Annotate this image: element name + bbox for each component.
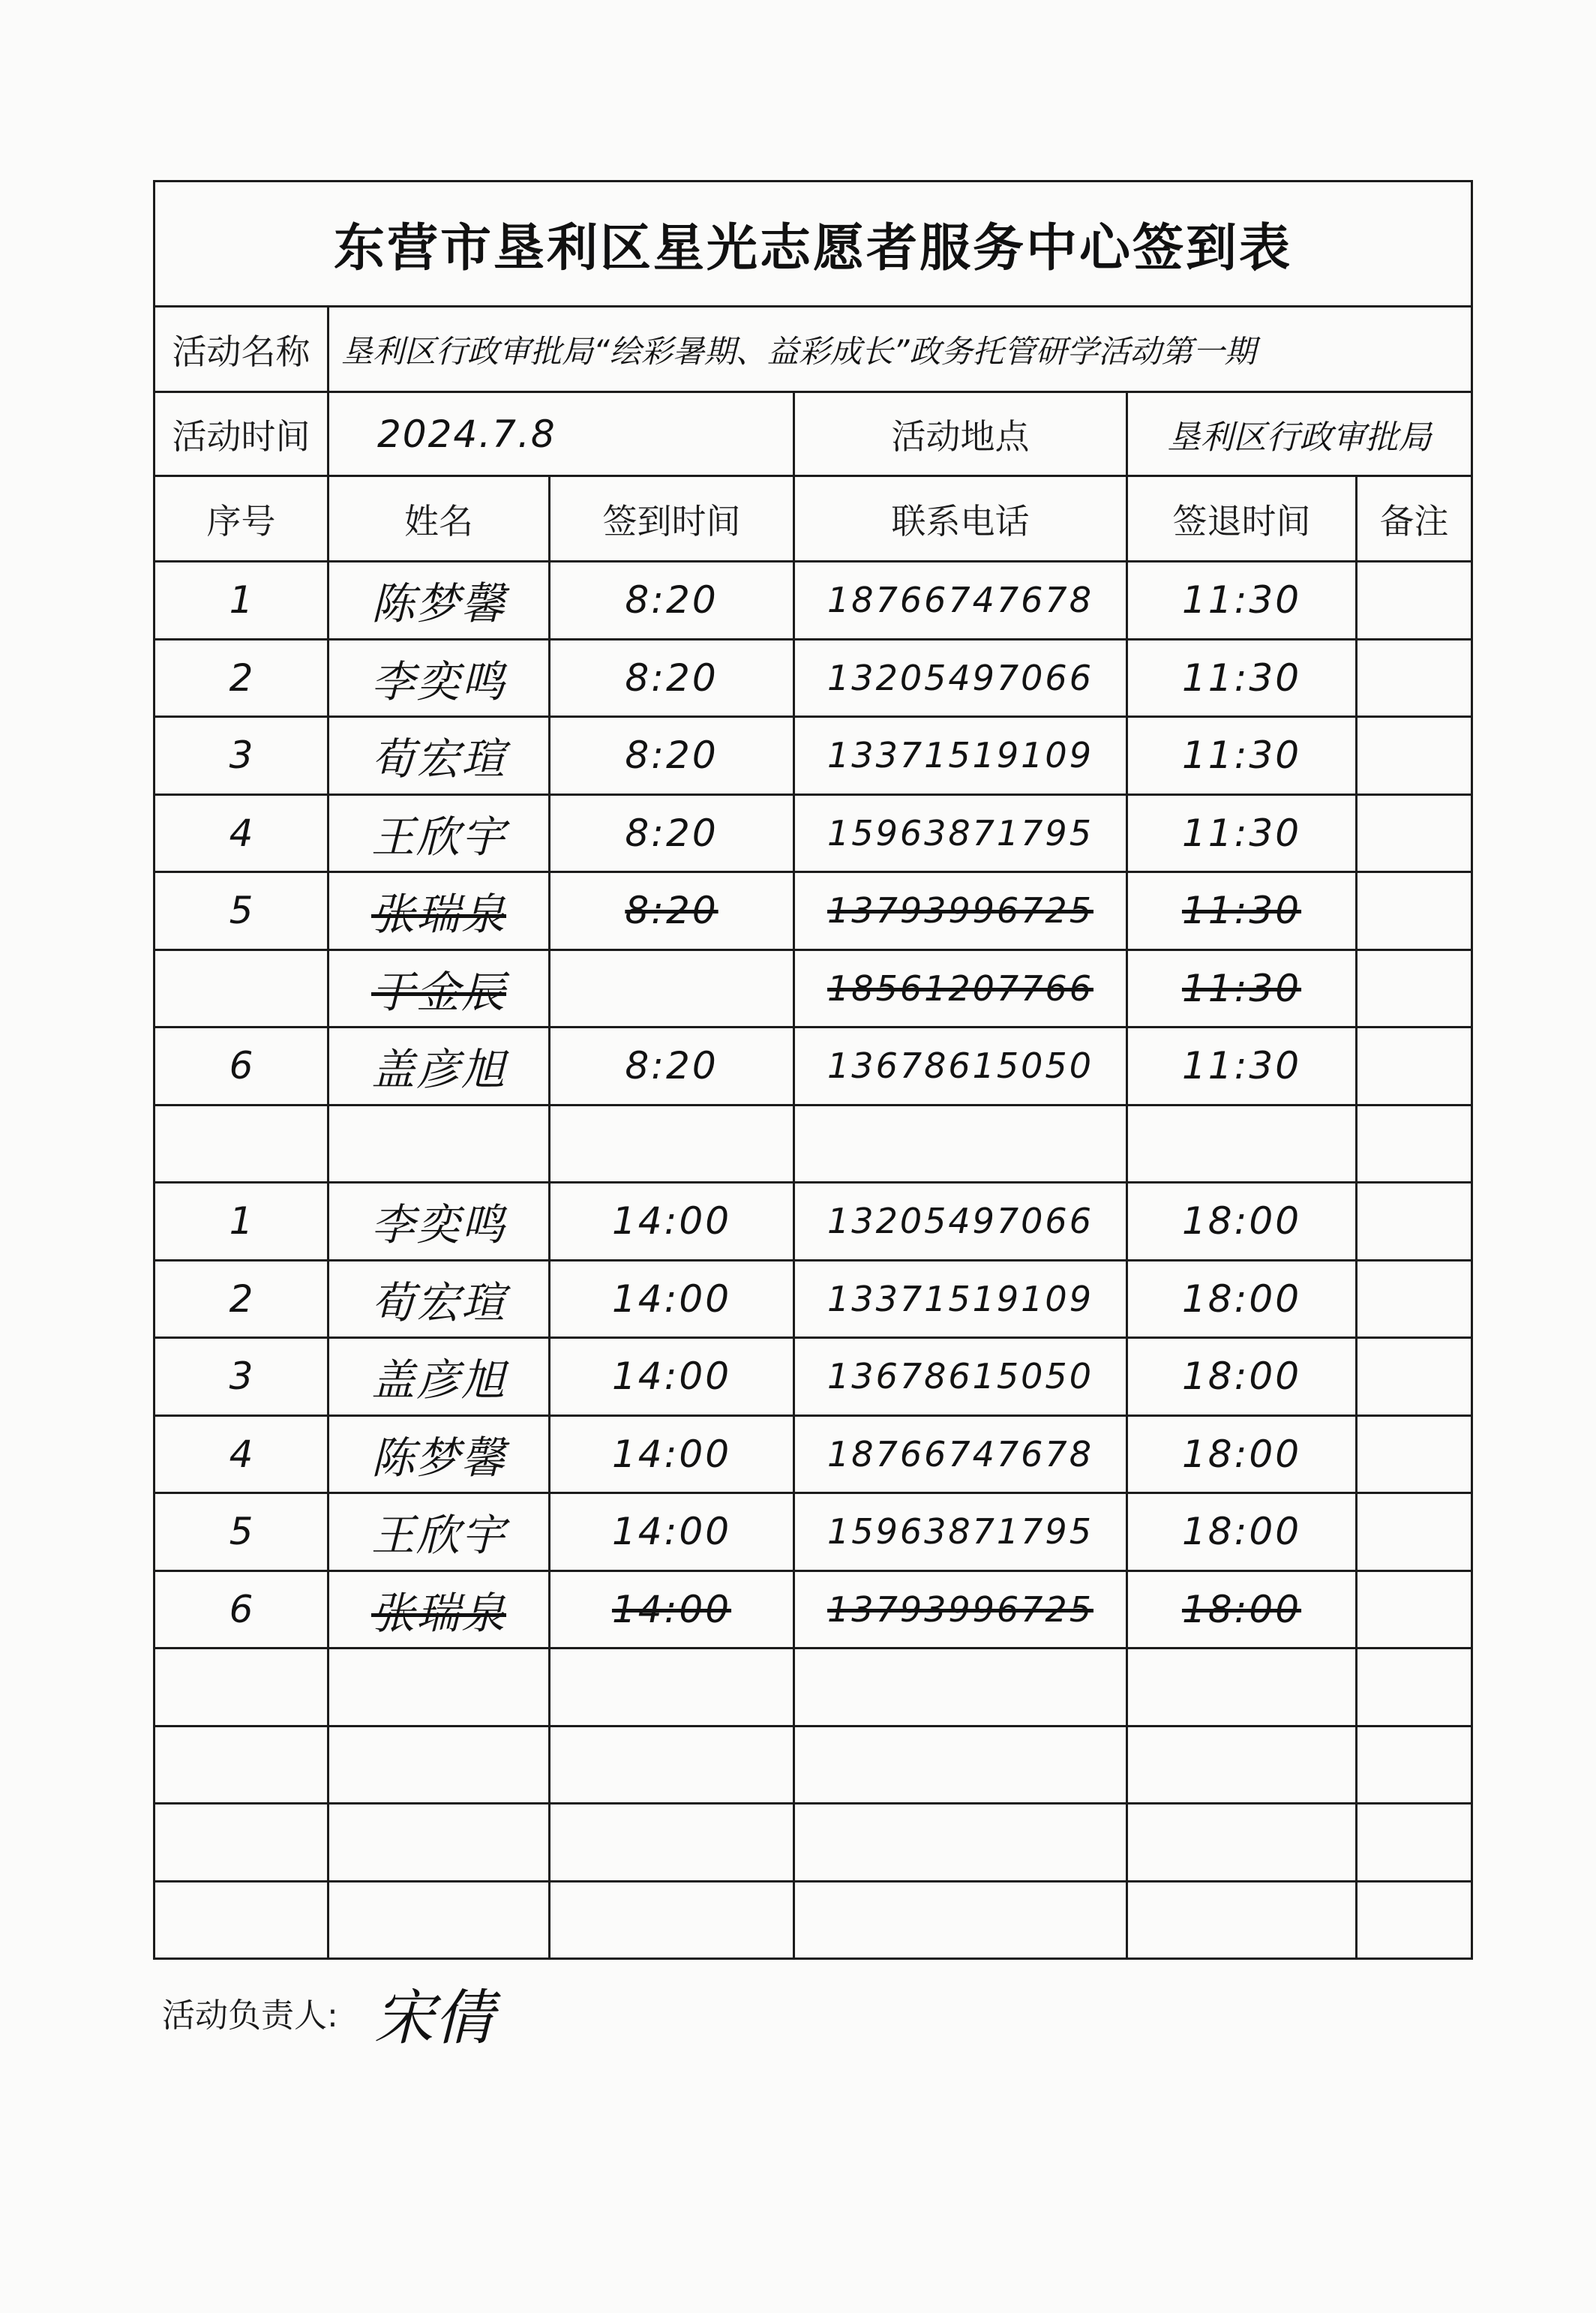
table-row xyxy=(154,1415,1472,1493)
row-number: 3 xyxy=(229,1354,254,1399)
cell-no xyxy=(154,1183,328,1261)
activity-name-cell xyxy=(328,307,1472,392)
sign-in-time: 14:00 xyxy=(611,1199,732,1244)
cell-no xyxy=(154,1338,328,1416)
phone-number: 18561207766 xyxy=(827,968,1094,1009)
row-number: 2 xyxy=(229,1276,254,1321)
cell-sign-in xyxy=(550,1183,794,1261)
sign-out-time: 11:30 xyxy=(1181,656,1302,700)
cell-no xyxy=(154,1881,328,1959)
cell-sign-out xyxy=(1127,794,1357,872)
table-row xyxy=(154,1881,1472,1959)
cell-name xyxy=(328,1183,550,1261)
cell-sign-in xyxy=(550,1415,794,1493)
cell-phone xyxy=(794,639,1127,717)
cell-no xyxy=(154,562,328,640)
cell-name xyxy=(328,1105,550,1183)
cell-sign-in xyxy=(550,717,794,795)
volunteer-name: 荀宏瑄 xyxy=(370,1276,506,1328)
cell-name xyxy=(328,1570,550,1648)
cell-name xyxy=(328,1415,550,1493)
cell-remark xyxy=(1357,950,1472,1028)
cell-phone xyxy=(794,872,1127,950)
cell-phone xyxy=(794,1028,1127,1106)
activity-time-value: 2024.7.8 xyxy=(377,412,556,456)
cell-remark xyxy=(1357,1028,1472,1106)
cell-sign-out xyxy=(1127,639,1357,717)
sign-out-time: 11:30 xyxy=(1181,578,1302,622)
phone-number: 13205497066 xyxy=(827,657,1094,698)
cell-sign-out xyxy=(1127,1338,1357,1416)
phone-number: 13205497066 xyxy=(827,1201,1094,1242)
volunteer-name: 荀宏瑄 xyxy=(370,734,506,785)
cell-sign-in xyxy=(550,562,794,640)
row-number: 3 xyxy=(229,734,254,778)
column-header-sign-in: 签到时间 xyxy=(550,476,794,562)
cell-name xyxy=(328,1648,550,1726)
activity-name-label: 活动名称 xyxy=(154,307,328,392)
sign-in-time: 8:20 xyxy=(625,578,718,622)
sign-in-time: 14:00 xyxy=(611,1587,732,1631)
phone-number: 15963871795 xyxy=(827,812,1094,854)
cell-no xyxy=(154,639,328,717)
volunteer-name: 张瑞泉 xyxy=(370,1587,506,1639)
table-row xyxy=(154,1804,1472,1882)
cell-remark xyxy=(1357,1338,1472,1416)
volunteer-name: 陈梦馨 xyxy=(370,578,506,630)
cell-phone xyxy=(794,950,1127,1028)
cell-sign-out xyxy=(1127,1881,1357,1959)
sign-in-table xyxy=(153,180,1473,1960)
cell-remark xyxy=(1357,1105,1472,1183)
sheet-title: 东营市垦利区星光志愿者服务中心签到表 xyxy=(154,182,1472,307)
cell-sign-out xyxy=(1127,1648,1357,1726)
row-number: 1 xyxy=(229,578,254,622)
cell-name xyxy=(328,717,550,795)
cell-sign-out xyxy=(1127,1183,1357,1261)
cell-sign-in xyxy=(550,950,794,1028)
cell-sign-in xyxy=(550,1648,794,1726)
row-number: 5 xyxy=(229,889,254,933)
cell-no xyxy=(154,1648,328,1726)
cell-no xyxy=(154,1493,328,1571)
cell-phone xyxy=(794,1415,1127,1493)
cell-no xyxy=(154,872,328,950)
table-row xyxy=(154,1648,1472,1726)
cell-sign-out xyxy=(1127,1260,1357,1338)
cell-remark xyxy=(1357,1648,1472,1726)
cell-name xyxy=(328,639,550,717)
footer xyxy=(162,1971,494,2054)
volunteer-name: 王欣宇 xyxy=(370,811,506,862)
sign-out-time: 11:30 xyxy=(1181,966,1302,1010)
cell-remark xyxy=(1357,562,1472,640)
cell-remark xyxy=(1357,1804,1472,1882)
volunteer-name: 王欣宇 xyxy=(370,1510,506,1562)
volunteer-name: 李奕鸣 xyxy=(370,1199,506,1251)
table-row xyxy=(154,950,1472,1028)
row-number: 4 xyxy=(229,1432,254,1476)
cell-no xyxy=(154,1570,328,1648)
cell-remark xyxy=(1357,1881,1472,1959)
column-header-no: 序号 xyxy=(154,476,328,562)
sign-in-time: 14:00 xyxy=(611,1354,732,1399)
table-row xyxy=(154,872,1472,950)
sign-in-time: 14:00 xyxy=(611,1510,732,1554)
table-row xyxy=(154,1570,1472,1648)
cell-sign-out xyxy=(1127,1804,1357,1882)
sign-out-time: 18:00 xyxy=(1181,1354,1302,1399)
column-header-remark: 备注 xyxy=(1357,476,1472,562)
sign-out-time: 18:00 xyxy=(1181,1510,1302,1554)
sign-out-time: 11:30 xyxy=(1181,1044,1302,1088)
sign-in-time: 14:00 xyxy=(611,1276,732,1321)
sign-out-time: 11:30 xyxy=(1181,811,1302,855)
cell-no xyxy=(154,1415,328,1493)
cell-name xyxy=(328,1804,550,1882)
phone-number: 13793996725 xyxy=(827,1588,1094,1630)
cell-phone xyxy=(794,1570,1127,1648)
sign-in-time: 8:20 xyxy=(625,889,718,933)
cell-name xyxy=(328,794,550,872)
phone-number: 13678615050 xyxy=(827,1356,1094,1397)
cell-phone xyxy=(794,794,1127,872)
cell-sign-out xyxy=(1127,872,1357,950)
cell-phone xyxy=(794,562,1127,640)
cell-sign-in xyxy=(550,1338,794,1416)
leader-signature: 宋倩 xyxy=(374,1982,494,2053)
cell-name xyxy=(328,1881,550,1959)
cell-sign-out xyxy=(1127,1028,1357,1106)
table-row xyxy=(154,562,1472,640)
sign-out-time: 18:00 xyxy=(1181,1276,1302,1321)
cell-name xyxy=(328,1028,550,1106)
cell-no xyxy=(154,950,328,1028)
activity-place-cell xyxy=(1127,392,1472,476)
table-row xyxy=(154,1338,1472,1416)
row-number: 6 xyxy=(229,1587,254,1631)
column-header-name: 姓名 xyxy=(328,476,550,562)
volunteer-name: 盖彦旭 xyxy=(370,1044,506,1096)
cell-phone xyxy=(794,1183,1127,1261)
sign-in-time: 8:20 xyxy=(625,656,718,700)
sign-in-time: 8:20 xyxy=(625,1044,718,1088)
sign-out-time: 11:30 xyxy=(1181,889,1302,933)
activity-place-value: 垦利区行政审批局 xyxy=(1167,418,1432,457)
table-row xyxy=(154,1183,1472,1261)
sign-out-time: 18:00 xyxy=(1181,1587,1302,1631)
cell-no xyxy=(154,1105,328,1183)
sign-out-time: 18:00 xyxy=(1181,1199,1302,1244)
cell-sign-out xyxy=(1127,1570,1357,1648)
phone-number: 13371519109 xyxy=(827,735,1094,776)
cell-remark xyxy=(1357,872,1472,950)
leader-label: 活动负责人: xyxy=(162,1996,338,2035)
cell-sign-out xyxy=(1127,1726,1357,1804)
cell-no xyxy=(154,1260,328,1338)
volunteer-name: 李奕鸣 xyxy=(370,656,506,707)
cell-remark xyxy=(1357,1493,1472,1571)
cell-no xyxy=(154,717,328,795)
activity-place-label: 活动地点 xyxy=(794,392,1127,476)
cell-sign-out xyxy=(1127,562,1357,640)
phone-number: 13793996725 xyxy=(827,890,1094,932)
table-row xyxy=(154,1493,1472,1571)
table-row xyxy=(154,1028,1472,1106)
cell-no xyxy=(154,794,328,872)
cell-no xyxy=(154,1028,328,1106)
cell-remark xyxy=(1357,1260,1472,1338)
cell-name xyxy=(328,872,550,950)
cell-sign-in xyxy=(550,1260,794,1338)
column-header-phone: 联系电话 xyxy=(794,476,1127,562)
cell-phone xyxy=(794,1493,1127,1571)
cell-name xyxy=(328,1726,550,1804)
cell-sign-in xyxy=(550,1726,794,1804)
title-row xyxy=(154,182,1472,307)
phone-number: 15963871795 xyxy=(827,1511,1094,1552)
table-row xyxy=(154,717,1472,795)
cell-phone xyxy=(794,1105,1127,1183)
cell-phone xyxy=(794,717,1127,795)
volunteer-name: 盖彦旭 xyxy=(370,1354,506,1406)
cell-sign-out xyxy=(1127,717,1357,795)
cell-phone xyxy=(794,1804,1127,1882)
cell-phone xyxy=(794,1338,1127,1416)
volunteer-name: 张瑞泉 xyxy=(370,889,506,940)
cell-phone xyxy=(794,1260,1127,1338)
column-header-row xyxy=(154,476,1472,562)
volunteer-name: 陈梦馨 xyxy=(370,1432,506,1484)
activity-time-cell xyxy=(328,392,794,476)
cell-sign-out xyxy=(1127,1415,1357,1493)
column-header-sign-out: 签退时间 xyxy=(1127,476,1357,562)
cell-phone xyxy=(794,1726,1127,1804)
row-number: 4 xyxy=(229,811,254,855)
cell-no xyxy=(154,1804,328,1882)
cell-sign-in xyxy=(550,872,794,950)
sign-in-time: 8:20 xyxy=(625,734,718,778)
cell-name xyxy=(328,1493,550,1571)
cell-sign-in xyxy=(550,1804,794,1882)
cell-remark xyxy=(1357,1726,1472,1804)
cell-name xyxy=(328,1260,550,1338)
cell-remark xyxy=(1357,794,1472,872)
cell-sign-out xyxy=(1127,1493,1357,1571)
cell-name xyxy=(328,950,550,1028)
cell-phone xyxy=(794,1648,1127,1726)
activity-time-label: 活动时间 xyxy=(154,392,328,476)
row-number: 5 xyxy=(229,1510,254,1554)
table-row xyxy=(154,1105,1472,1183)
table-row xyxy=(154,639,1472,717)
cell-sign-in xyxy=(550,1493,794,1571)
table-row xyxy=(154,1726,1472,1804)
cell-sign-in xyxy=(550,1105,794,1183)
cell-sign-in xyxy=(550,794,794,872)
cell-remark xyxy=(1357,639,1472,717)
phone-number: 18766747678 xyxy=(827,580,1094,621)
row-number: 1 xyxy=(229,1199,254,1244)
phone-number: 13371519109 xyxy=(827,1278,1094,1319)
cell-sign-out xyxy=(1127,950,1357,1028)
sign-out-time: 18:00 xyxy=(1181,1432,1302,1476)
cell-phone xyxy=(794,1881,1127,1959)
activity-time-row xyxy=(154,392,1472,476)
sign-in-time: 14:00 xyxy=(611,1432,732,1476)
cell-remark xyxy=(1357,1415,1472,1493)
cell-sign-out xyxy=(1127,1105,1357,1183)
cell-name xyxy=(328,562,550,640)
row-number: 6 xyxy=(229,1044,254,1088)
activity-name-row xyxy=(154,307,1472,392)
row-number: 2 xyxy=(229,656,254,700)
table-row xyxy=(154,1260,1472,1338)
activity-name-value: 垦利区行政审批局“绘彩暑期、益彩成长”政务托管研学活动第一期 xyxy=(341,332,1256,370)
phone-number: 18766747678 xyxy=(827,1433,1094,1474)
cell-name xyxy=(328,1338,550,1416)
cell-remark xyxy=(1357,717,1472,795)
table-row xyxy=(154,794,1472,872)
cell-remark xyxy=(1357,1183,1472,1261)
volunteer-name: 于金辰 xyxy=(370,966,506,1018)
cell-sign-in xyxy=(550,1570,794,1648)
cell-no xyxy=(154,1726,328,1804)
sign-out-time: 11:30 xyxy=(1181,734,1302,778)
phone-number: 13678615050 xyxy=(827,1046,1094,1087)
sign-in-time: 8:20 xyxy=(625,811,718,855)
cell-sign-in xyxy=(550,1028,794,1106)
cell-sign-in xyxy=(550,639,794,717)
cell-sign-in xyxy=(550,1881,794,1959)
cell-remark xyxy=(1357,1570,1472,1648)
